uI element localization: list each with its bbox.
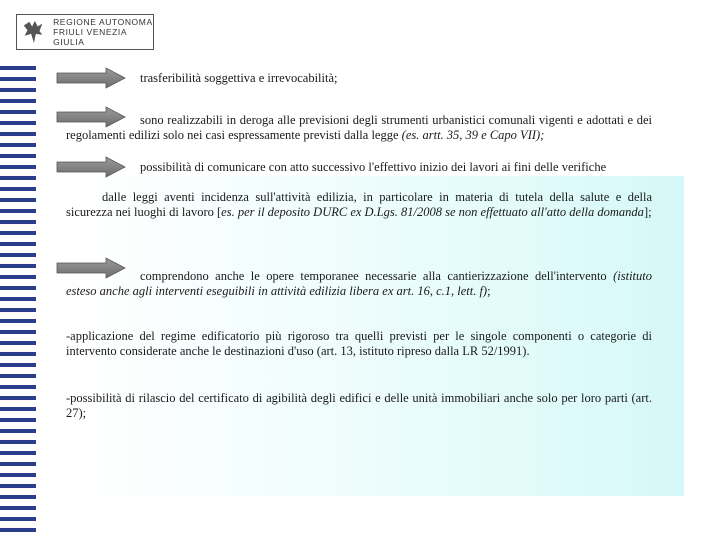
stripe-bar — [0, 121, 36, 125]
stripe-bar — [0, 396, 36, 400]
stripe-bar — [0, 440, 36, 444]
stripe-bar — [0, 220, 36, 224]
stripe-bar — [0, 154, 36, 158]
stripe-bar — [0, 209, 36, 213]
stripe-bar — [0, 132, 36, 136]
stripe-bar — [0, 308, 36, 312]
item-derogation — [66, 113, 652, 143]
stripe-bar — [0, 253, 36, 257]
item-text: trasferibilità soggettiva e irrevocabilità; — [140, 71, 338, 85]
stripe-bar — [0, 275, 36, 279]
item-reference: (istituto esteso anche agli interventi eseguibili in attività edilizia libera ex art. 16, c.1, lett. f) — [66, 269, 652, 298]
region-logo — [16, 14, 154, 50]
stripe-bar — [0, 99, 36, 103]
item-text-end: ]; — [643, 205, 652, 219]
logo-line-1: REGIONE AUTONOMA — [53, 17, 153, 27]
item-transferability — [140, 71, 640, 86]
eagle-emblem-icon — [21, 17, 45, 47]
stripe-bar — [0, 88, 36, 92]
stripe-bar — [0, 462, 36, 466]
stripe-bar — [0, 187, 36, 191]
item-text: -applicazione del regime edificatorio più rigoroso tra quelli previsti per le singole componenti o categorie di intervento considerate anche le destinazioni d'uso (art. 13, istituto ripreso dalla LR 52/1991). — [66, 329, 652, 358]
stripe-bar — [0, 385, 36, 389]
item-text: -possibilità di rilascio del certificato di agibilità degli edifici e delle unità immobiliari anche solo per loro parti (art. 27); — [66, 391, 652, 420]
item-communication-line1 — [66, 160, 652, 175]
stripe-bar — [0, 242, 36, 246]
item-text: comprendono anche le opere temporanee necessarie alla cantierizzazione dell'intervento — [140, 269, 614, 283]
stripe-bar — [0, 330, 36, 334]
stripe-bar — [0, 407, 36, 411]
stripe-bar — [0, 176, 36, 180]
stripe-bar — [0, 363, 36, 367]
logo-line-2: FRIULI VENEZIA GIULIA — [53, 27, 127, 47]
stripe-bar — [0, 264, 36, 268]
stripe-bar — [0, 198, 36, 202]
logo-text — [53, 17, 153, 47]
item-text: sono realizzabili in deroga alle previsioni degli strumenti urbanistici comunali vigenti e adottati e dei regolamenti edilizi solo nei casi espressamente previsti dalla legge — [66, 113, 652, 142]
item-text: possibilità di comunicare con atto successivo l'effettivo inizio dei lavori ai fini delle verifiche — [140, 160, 607, 174]
stripe-bar — [0, 484, 36, 488]
item-reference: es. per il deposito DURC ex D.Lgs. 81/2008 se non effettuato all'atto della domanda — [221, 205, 644, 219]
stripe-bar — [0, 418, 36, 422]
item-communication — [66, 190, 652, 220]
stripe-bar — [0, 352, 36, 356]
decorative-stripes — [0, 66, 36, 540]
stripe-bar — [0, 66, 36, 70]
item-text: dalle leggi aventi incidenza sull'attività edilizia, in particolare in materia di tutela della salute e della sicurezza nei luoghi di lavoro [ — [66, 190, 652, 219]
stripe-bar — [0, 451, 36, 455]
stripe-bar — [0, 286, 36, 290]
stripe-bar — [0, 165, 36, 169]
item-text-end: ; — [487, 284, 491, 298]
stripe-bar — [0, 77, 36, 81]
item-regime — [66, 329, 652, 359]
stripe-bar — [0, 495, 36, 499]
stripe-bar — [0, 517, 36, 521]
stripe-bar — [0, 231, 36, 235]
item-reference: (es. artt. 35, 39 e Capo VII); — [401, 128, 545, 142]
item-temporary-works — [66, 269, 652, 299]
stripe-bar — [0, 143, 36, 147]
stripe-bar — [0, 297, 36, 301]
stripe-bar — [0, 528, 36, 532]
stripe-bar — [0, 341, 36, 345]
stripe-bar — [0, 506, 36, 510]
stripe-bar — [0, 319, 36, 323]
stripe-bar — [0, 110, 36, 114]
stripe-bar — [0, 374, 36, 378]
stripe-bar — [0, 429, 36, 433]
stripe-bar — [0, 473, 36, 477]
right-arrow-icon — [56, 67, 126, 89]
item-certificate — [66, 391, 652, 421]
